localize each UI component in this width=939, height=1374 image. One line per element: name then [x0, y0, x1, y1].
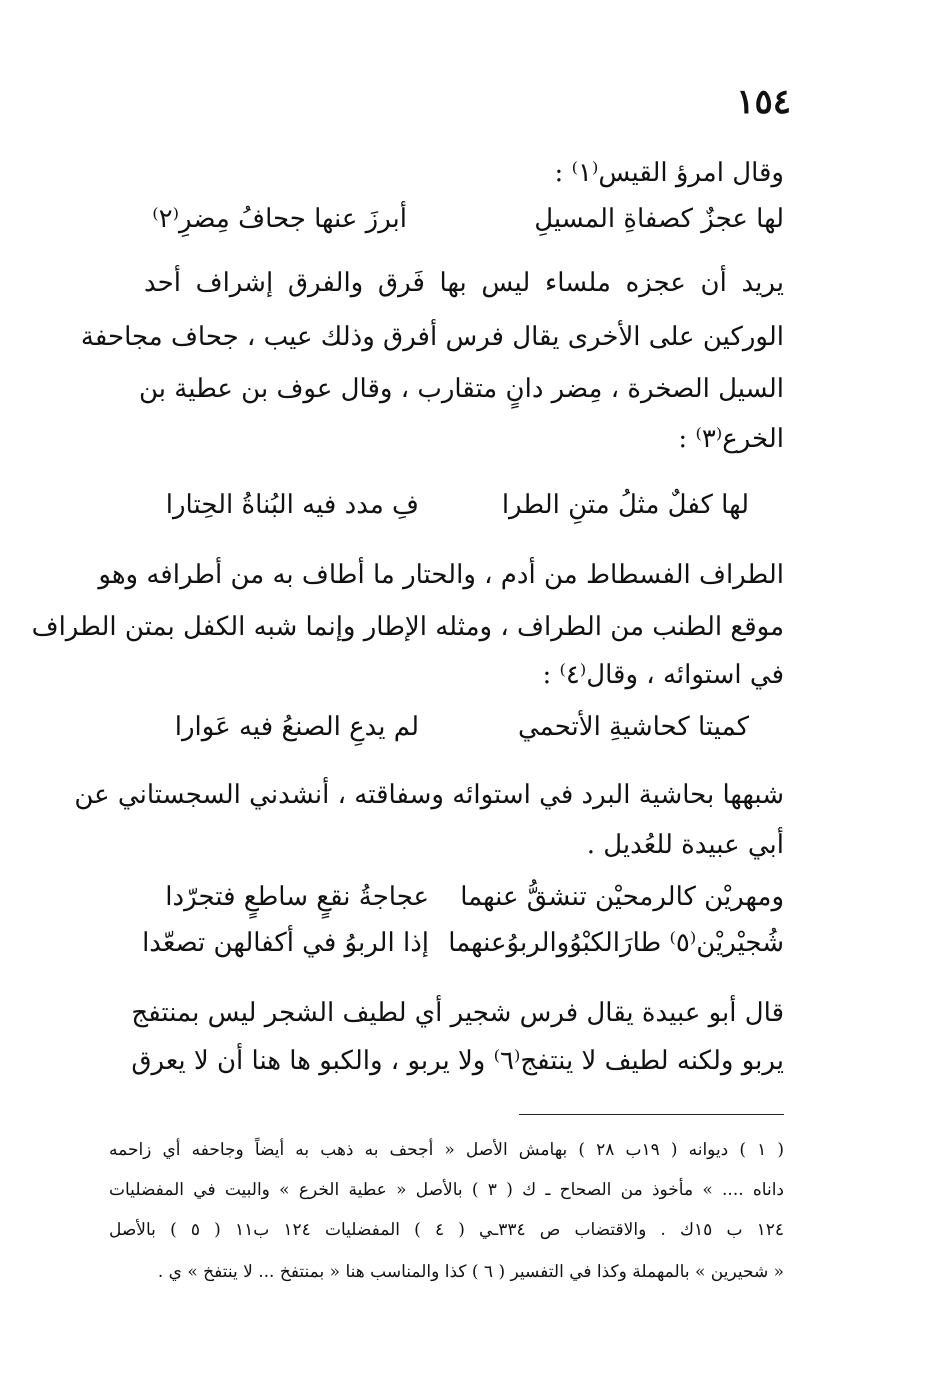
footnote-line: « شحيرين » بالمهملة وكذا في التفسير ( ٦ ) كذا والمناسب هنا « بمنتفخ ... لا ينتفخ » ي .	[157, 1262, 784, 1282]
footnote-line: داناه .... » مأخوذ من الصحاح ـ ك ( ٣ ) بالأصل « عطية الخرع » والبيت في المفضليات	[109, 1180, 784, 1200]
body-line: السيل الصخرة ، مِضر دانٍ متقارب ، وقال عوف بن عطية بن	[139, 374, 784, 404]
body-line: أبي عبيدة للعُديل .	[586, 830, 784, 860]
body-line: في استوائه ، وقال⁽٤⁾ :	[542, 660, 784, 690]
verse-5-second-hemistich: إذا الربوُ في أكفالهن تصعّدا	[142, 928, 429, 958]
body-line: موقع الطنب من الطراف ، ومثله الإطار وإنما شبه الكفل بمتن الطراف	[31, 612, 784, 642]
body-line: الوركين على الأخرى يقال فرس أفرق وذلك عيب ، جحاف مجاحفة	[80, 322, 784, 352]
body-line: يريد أن عجزه ملساء ليس بها فَرق والفرق إشراف أحد	[144, 268, 784, 298]
body-line: وقال امرؤ القيس⁽١⁾ :	[554, 158, 784, 188]
footnote-line: ( ١ ) ديوانه ( ١٩ب ٢٨ ) بهامش الأصل « أجحف به ذهب به أيضاً وجاحفه أي زاحمه	[109, 1140, 784, 1160]
verse-2-second-hemistich: فِ مدد فيه البُناةُ الحِتارا	[165, 490, 419, 520]
verse-4-first-hemistich: ومهريْن كالرمحيْن تنشقُّ عنهما	[460, 882, 784, 912]
verse-3-second-hemistich: لم يدعِ الصنعُ فيه عَوارا	[174, 712, 419, 742]
footnote-divider	[519, 1114, 784, 1115]
page-number: ١٥٤	[736, 82, 791, 122]
body-line: الخرع⁽٣⁾ :	[678, 424, 784, 454]
footnote-line: ١٢٤ ب ١٥ك . والاقتضاب ص ٣٣٤ـي ( ٤ ) المفضليات ١٢٤ ب١١ ( ٥ ) بالأصل	[109, 1220, 785, 1240]
body-line: قال أبو عبيدة يقال فرس شجير أي لطيف الشجر ليس بمنتفج	[131, 998, 784, 1028]
verse-4-second-hemistich: عجاجةُ نقعٍ ساطعٍ فتجرّدا	[165, 882, 429, 912]
verse-3-first-hemistich: كميتا كحاشيةِ الأتحمي	[518, 712, 749, 742]
verse-1-first-hemistich: لها عجزٌ كصفاةِ المسيلِ	[534, 204, 784, 234]
verse-5-first-hemistich: شُجيْريْن⁽٥⁾ طارَالكبْوُوالربوُعنهما	[448, 928, 784, 958]
body-line: الطراف الفسطاط من أدم ، والحتار ما أطاف به من أطرافه وهو	[98, 560, 784, 590]
body-line: شبهها بحاشية البرد في استوائه وسفاقته ، أنشدني السجستاني عن	[74, 780, 784, 810]
verse-1-second-hemistich: أبرزَ عنها جحافُ مِضرِ⁽٢⁾	[152, 204, 407, 234]
verse-2-first-hemistich: لها كفلٌ مثلُ متنِ الطرا	[501, 490, 749, 520]
body-line: يربو ولكنه لطيف لا ينتفج⁽٦⁾ ولا يربو ، والكبو ها هنا أن لا يعرق	[131, 1046, 784, 1076]
